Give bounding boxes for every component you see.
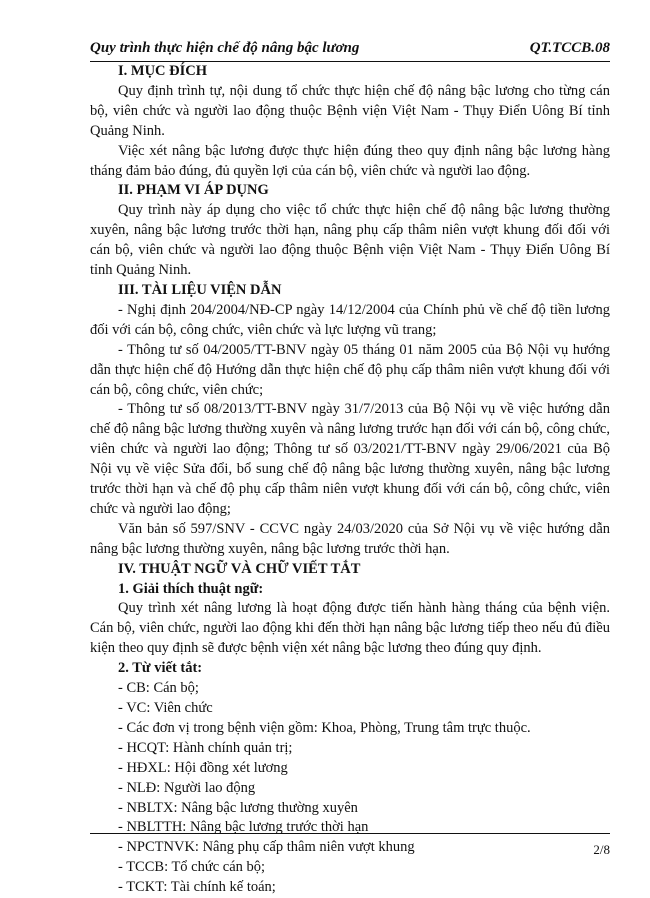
document-body [90, 62, 610, 898]
list-item: - NBLTX: Nâng bậc lương thường xuyên [118, 799, 358, 816]
list-item: - HĐXL: Hội đồng xét lương [118, 759, 288, 776]
heading-references: III. TÀI LIỆU VIỆN DẪN [118, 281, 282, 298]
list-item: - NLĐ: Người lao động [118, 779, 256, 796]
list-item: - HCQT: Hành chính quản trị; [118, 739, 293, 756]
heading-scope: II. PHẠM VI ÁP DỤNG [118, 182, 269, 199]
page-number: 2/8 [593, 842, 610, 857]
paragraph: Quy trình xét nâng lương là hoạt động được tiến hành hàng tháng của bệnh viện. Cán bộ, viên chức, người lao động khi đến thời hạn nâng bậc lương tiếp theo nếu đủ điều kiện theo quy định sẽ được bệnh viện xét nâng bậc lương theo đúng quy định. [90, 600, 610, 657]
list-item: - VC: Viên chức [118, 700, 213, 716]
reference-item: - Thông tư số 08/2013/TT-BNV ngày 31/7/2013 của Bộ Nội vụ về việc hướng dẫn chế độ nâng bậc lương thường xuyên và nâng lương trước hạn đối với cán bộ, công chức, viên chức và người lao động; Thông tư số 03/2021/TT-BNV ngày 29/06/2021 của Bộ Nội vụ về việc Sửa đổi, bổ sung chế độ nâng bậc lương thường xuyên, nâng bậc lương trước thời hạn và chế độ phụ cấp thâm niên vượt khung đối với cán bộ, công chức, viên chức và người lao động; [90, 401, 610, 517]
reference-item: - Nghị định 204/2004/NĐ-CP ngày 14/12/2004 của Chính phủ về chế độ tiền lương đối với cán bộ, công chức, viên chức và lực lượng vũ trang; [90, 301, 610, 338]
subheading-definitions: 1. Giải thích thuật ngữ: [118, 580, 264, 597]
list-item: - TCCB: Tổ chức cán bộ; [118, 859, 266, 876]
list-item: - TCKT: Tài chính kế toán; [118, 879, 276, 896]
reference-item: - Thông tư số 04/2005/TT-BNV ngày 05 tháng 01 năm 2005 của Bộ Nội vụ hướng dẫn thực hiện chế độ Hướng dẫn thực hiện chế độ phụ cấp thâm niên vượt khung đối với cán bộ, công chức, viên chức; [90, 341, 610, 398]
header-code: QT.TCCB.08 [529, 40, 610, 56]
footer-divider [90, 833, 610, 834]
reference-item: Văn bản số 597/SNV - CCVC ngày 24/03/2020 của Sở Nội vụ về việc hướng dẫn nâng bậc lương thường xuyên, nâng bậc lương trước thời hạn. [90, 520, 610, 557]
paragraph: Quy định trình tự, nội dung tổ chức thực hiện chế độ nâng bậc lương cho từng cán bộ, viên chức và người lao động thuộc Bệnh viện Việt Nam - Thụy Điển Uông Bí tỉnh Quảng Ninh. [90, 82, 610, 139]
header-title: Quy trình thực hiện chế độ nâng bậc lương [90, 40, 360, 56]
subheading-abbreviations: 2. Từ viết tắt: [118, 660, 203, 677]
paragraph: Việc xét nâng bậc lương được thực hiện đúng theo quy định nâng bậc lương hàng tháng đảm bảo đúng, đủ quyền lợi của cán bộ, viên chức và người lao động. [90, 142, 610, 179]
heading-terms: IV. THUẬT NGỮ VÀ CHỮ VIẾT TẮT [118, 560, 361, 577]
list-item: - NPCTNVK: Nâng phụ cấp thâm niên vượt khung [118, 839, 415, 856]
list-item: - NBLTTH: Nâng bậc lương trước thời hạn [118, 819, 369, 836]
paragraph: Quy trình này áp dụng cho việc tổ chức thực hiện chế độ nâng bậc lương thường xuyên, nâng bậc lương trước thời hạn, nâng phụ cấp thâm niên vượt khung đối đối với cán bộ, viên chức và người lao động thuộc Bệnh viện Việt Nam - Thụy Điển Uông Bí tỉnh Quảng Ninh. [90, 202, 610, 279]
list-item: - CB: Cán bộ; [118, 680, 199, 697]
abbreviation-list [90, 679, 610, 898]
page-header [90, 40, 610, 57]
list-item: - Các đơn vị trong bệnh viện gồm: Khoa, Phòng, Trung tâm trực thuộc. [118, 719, 531, 736]
heading-purpose: I. MỤC ĐÍCH [118, 63, 208, 79]
